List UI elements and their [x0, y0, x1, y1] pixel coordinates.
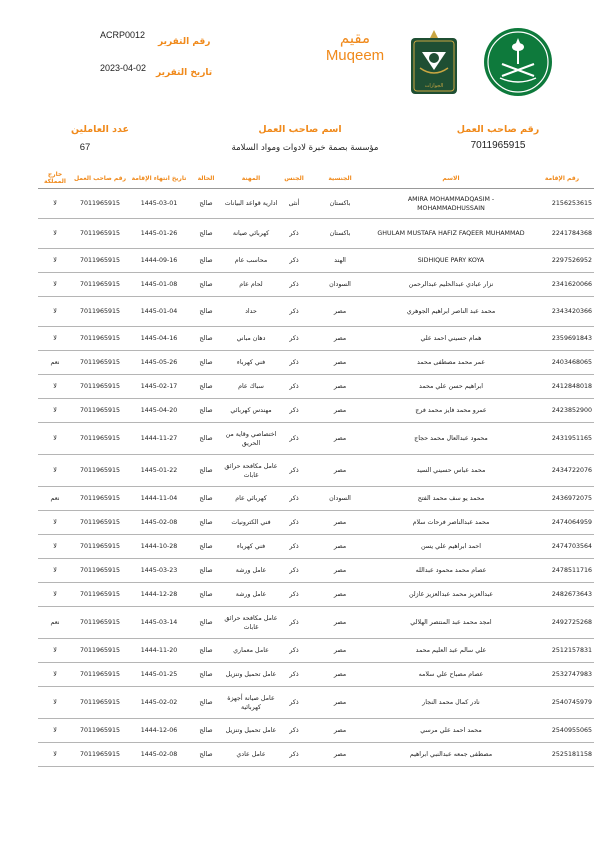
abroad-cell: لا: [38, 189, 72, 219]
iqama-cell: 2532747983: [530, 663, 594, 687]
occupation-cell: كهربائي صيانة: [222, 219, 280, 249]
nationality-cell: مصر: [308, 687, 372, 719]
abroad-cell: لا: [38, 687, 72, 719]
table-header-row: [38, 168, 594, 189]
table-row: [38, 719, 594, 743]
gender-cell: ذكر: [280, 423, 308, 455]
status-cell: صالح: [190, 297, 222, 327]
nationality-cell: مصر: [308, 327, 372, 351]
name-cell: علي سالم عبد العليم محمد: [372, 639, 530, 663]
expiry-cell: 1445-01-04: [128, 297, 190, 327]
employer-cell: 7011965915: [72, 535, 128, 559]
status-cell: صالح: [190, 687, 222, 719]
nationality-cell: مصر: [308, 511, 372, 535]
name-cell: عصام محمد محمود عبدالله: [372, 559, 530, 583]
workers-count-label: عدد العاملين: [70, 124, 130, 135]
status-cell: صالح: [190, 583, 222, 607]
abroad-cell: لا: [38, 219, 72, 249]
occupation-cell: عامل صيانة أجهزة كهربائية: [222, 687, 280, 719]
abroad-cell: لا: [38, 375, 72, 399]
abroad-cell: لا: [38, 535, 72, 559]
occupation-cell: عامل تحميل وتنزيل: [222, 663, 280, 687]
employer-cell: 7011965915: [72, 219, 128, 249]
name-cell: عمرو محمد فايز محمد فرج: [372, 399, 530, 423]
gender-cell: ذكر: [280, 327, 308, 351]
nationality-cell: الهند: [308, 249, 372, 273]
occupation-cell: مهندس كهربائي: [222, 399, 280, 423]
passport-logo-icon: [408, 28, 460, 98]
iqama-cell: 2436972075: [530, 487, 594, 511]
name-cell: SIDHIQUE PARY KOYA: [372, 249, 530, 273]
name-cell: محمد يو سف محمد الفتح: [372, 487, 530, 511]
status-cell: صالح: [190, 719, 222, 743]
name-cell: همام حسيني احمد علي: [372, 327, 530, 351]
employer-cell: 7011965915: [72, 559, 128, 583]
status-cell: صالح: [190, 399, 222, 423]
nationality-cell: مصر: [308, 743, 372, 767]
iqama-cell: 2540745979: [530, 687, 594, 719]
employer-cell: 7011965915: [72, 423, 128, 455]
iqama-cell: 2482673643: [530, 583, 594, 607]
table-row: [38, 273, 594, 297]
employer-cell: 7011965915: [72, 297, 128, 327]
name-cell: GHULAM MUSTAFA HAFIZ FAQEER MUHAMMAD: [372, 219, 530, 249]
expiry-cell: 1445-03-23: [128, 559, 190, 583]
status-cell: صالح: [190, 423, 222, 455]
status-cell: صالح: [190, 487, 222, 511]
col-expiry-header: تاريخ انتهاء الإقامة: [128, 168, 190, 189]
expiry-cell: 1445-02-02: [128, 687, 190, 719]
iqama-cell: 2478511716: [530, 559, 594, 583]
abroad-cell: لا: [38, 583, 72, 607]
iqama-cell: 2474064959: [530, 511, 594, 535]
employer-cell: 7011965915: [72, 663, 128, 687]
employer-name-value: مؤسسة بصمة خبرة لادوات ومواد السلامة: [231, 143, 379, 153]
expiry-cell: 1444-10-28: [128, 535, 190, 559]
iqama-cell: 2343420366: [530, 297, 594, 327]
employer-cell: 7011965915: [72, 399, 128, 423]
abroad-cell: نعم: [38, 351, 72, 375]
status-cell: صالح: [190, 743, 222, 767]
nationality-cell: مصر: [308, 719, 372, 743]
occupation-cell: لحام عام: [222, 273, 280, 297]
status-cell: صالح: [190, 535, 222, 559]
occupation-cell: عامل عادي: [222, 743, 280, 767]
iqama-cell: 2156253615: [530, 189, 594, 219]
gender-cell: ذكر: [280, 219, 308, 249]
occupation-cell: عامل مكافحة حرائق غابات: [222, 607, 280, 639]
iqama-cell: 2403468065: [530, 351, 594, 375]
iqama-cell: 2431951165: [530, 423, 594, 455]
abroad-cell: لا: [38, 743, 72, 767]
status-cell: صالح: [190, 249, 222, 273]
expiry-cell: 1445-05-26: [128, 351, 190, 375]
report-date-label: تاريخ التقرير: [156, 68, 213, 78]
abroad-cell: لا: [38, 511, 72, 535]
gender-cell: ذكر: [280, 249, 308, 273]
nationality-cell: مصر: [308, 399, 372, 423]
col-gender-header: الجنس: [280, 168, 308, 189]
table-row: [38, 399, 594, 423]
employer-number-value: 7011965915: [470, 140, 526, 151]
muqeem-logo: [318, 30, 392, 64]
nationality-cell: مصر: [308, 375, 372, 399]
abroad-cell: نعم: [38, 487, 72, 511]
expiry-cell: 1445-01-26: [128, 219, 190, 249]
occupation-cell: فني كهرباء: [222, 351, 280, 375]
iqama-cell: 2341620066: [530, 273, 594, 297]
report-number-value: ACRP0012: [100, 30, 146, 40]
iqama-cell: 2241784368: [530, 219, 594, 249]
occupation-cell: عامل ورشة: [222, 559, 280, 583]
expiry-cell: 1445-03-14: [128, 607, 190, 639]
name-cell: ابراهيم حسن علي محمد: [372, 375, 530, 399]
status-cell: صالح: [190, 375, 222, 399]
col-status-header: الحالة: [190, 168, 222, 189]
gender-cell: ذكر: [280, 583, 308, 607]
abroad-cell: لا: [38, 399, 72, 423]
gender-cell: ذكر: [280, 351, 308, 375]
employer-name-label: اسم صاحب العمل: [258, 124, 342, 135]
expiry-cell: 1444-11-20: [128, 639, 190, 663]
gender-cell: ذكر: [280, 559, 308, 583]
report-date-value: 2023-04-02: [100, 63, 147, 73]
gender-cell: ذكر: [280, 297, 308, 327]
status-cell: صالح: [190, 607, 222, 639]
iqama-cell: 2512157831: [530, 639, 594, 663]
status-cell: صالح: [190, 663, 222, 687]
table-row: [38, 219, 594, 249]
abroad-cell: لا: [38, 423, 72, 455]
status-cell: صالح: [190, 351, 222, 375]
gender-cell: ذكر: [280, 663, 308, 687]
expiry-cell: 1445-01-25: [128, 663, 190, 687]
gender-cell: ذكر: [280, 743, 308, 767]
muqeem-english: Muqeem: [325, 47, 385, 64]
iqama-cell: 2540955065: [530, 719, 594, 743]
table-row: [38, 487, 594, 511]
iqama-cell: 2434722076: [530, 455, 594, 487]
occupation-cell: عامل مكافحة حرائق غابات: [222, 455, 280, 487]
name-cell: نادر كمال محمد النجار: [372, 687, 530, 719]
abroad-cell: لا: [38, 639, 72, 663]
iqama-cell: 2525181158: [530, 743, 594, 767]
name-cell: محمد عباس حسيني السيد: [372, 455, 530, 487]
employer-cell: 7011965915: [72, 607, 128, 639]
table-row: [38, 663, 594, 687]
gender-cell: ذكر: [280, 639, 308, 663]
status-cell: صالح: [190, 219, 222, 249]
nationality-cell: مصر: [308, 455, 372, 487]
iqama-cell: 2412848018: [530, 375, 594, 399]
gender-cell: ذكر: [280, 399, 308, 423]
abroad-cell: نعم: [38, 607, 72, 639]
gender-cell: ذكر: [280, 455, 308, 487]
employer-cell: 7011965915: [72, 375, 128, 399]
name-cell: محمود عبدالعال محمد حجاج: [372, 423, 530, 455]
nationality-cell: مصر: [308, 663, 372, 687]
occupation-cell: كهربائي عام: [222, 487, 280, 511]
nationality-cell: مصر: [308, 535, 372, 559]
gender-cell: ذكر: [280, 719, 308, 743]
nationality-cell: مصر: [308, 559, 372, 583]
table-row: [38, 559, 594, 583]
employer-cell: 7011965915: [72, 487, 128, 511]
table-row: [38, 423, 594, 455]
nationality-cell: باكستان: [308, 219, 372, 249]
employer-cell: 7011965915: [72, 687, 128, 719]
occupation-cell: ادارية قواعد البيانات: [222, 189, 280, 219]
occupation-cell: اختصاصي وقاية من الحريق: [222, 423, 280, 455]
table-row: [38, 249, 594, 273]
table-row: [38, 743, 594, 767]
workers-table: [38, 168, 594, 767]
table-row: [38, 511, 594, 535]
expiry-cell: 1445-01-22: [128, 455, 190, 487]
employer-cell: 7011965915: [72, 719, 128, 743]
col-employer-header: رقم صاحب العمل: [72, 168, 128, 189]
expiry-cell: 1445-03-01: [128, 189, 190, 219]
table-body: [38, 189, 594, 767]
table-row: [38, 639, 594, 663]
nationality-cell: السودان: [308, 273, 372, 297]
nationality-cell: مصر: [308, 583, 372, 607]
name-cell: AMIRA MOHAMMADQASIM - MOHAMMADHUSSAIN: [372, 189, 530, 219]
occupation-cell: عامل ورشة: [222, 583, 280, 607]
name-cell: محمد عبدالناصر فرحات سلام: [372, 511, 530, 535]
gender-cell: ذكر: [280, 535, 308, 559]
name-cell: عصام مصباح علي سلامه: [372, 663, 530, 687]
table-row: [38, 455, 594, 487]
report-number-label: رقم التقرير: [158, 37, 211, 47]
gender-cell: ذكر: [280, 375, 308, 399]
iqama-cell: 2297526952: [530, 249, 594, 273]
table-row: [38, 297, 594, 327]
expiry-cell: 1445-04-16: [128, 327, 190, 351]
status-cell: صالح: [190, 559, 222, 583]
name-cell: احمد ابراهيم علي يسن: [372, 535, 530, 559]
status-cell: صالح: [190, 511, 222, 535]
workers-count-value: 67: [79, 142, 91, 153]
nationality-cell: السودان: [308, 487, 372, 511]
expiry-cell: 1445-02-08: [128, 511, 190, 535]
gender-cell: ذكر: [280, 607, 308, 639]
abroad-cell: لا: [38, 719, 72, 743]
expiry-cell: 1445-02-17: [128, 375, 190, 399]
iqama-cell: 2423852900: [530, 399, 594, 423]
employer-cell: 7011965915: [72, 511, 128, 535]
iqama-cell: 2492725268: [530, 607, 594, 639]
expiry-cell: 1444-12-28: [128, 583, 190, 607]
table-row: [38, 535, 594, 559]
gender-cell: ذكر: [280, 511, 308, 535]
gender-cell: ذكر: [280, 273, 308, 297]
gender-cell: ذكر: [280, 487, 308, 511]
col-nationality-header: الجنسية: [308, 168, 372, 189]
occupation-cell: عامل تحميل وتنزيل: [222, 719, 280, 743]
employer-cell: 7011965915: [72, 455, 128, 487]
expiry-cell: 1445-02-08: [128, 743, 190, 767]
muqeem-arabic: مقيم: [339, 29, 371, 47]
employer-cell: 7011965915: [72, 743, 128, 767]
status-cell: صالح: [190, 639, 222, 663]
abroad-cell: لا: [38, 455, 72, 487]
employer-cell: 7011965915: [72, 249, 128, 273]
employer-number-label: رقم صاحب العمل: [456, 124, 540, 135]
col-abroad-header: خارج المملكة: [38, 168, 72, 189]
table-row: [38, 189, 594, 219]
name-cell: محمد عبد الناصر ابراهيم الجوهري: [372, 297, 530, 327]
abroad-cell: لا: [38, 327, 72, 351]
nationality-cell: مصر: [308, 351, 372, 375]
status-cell: صالح: [190, 189, 222, 219]
employer-cell: 7011965915: [72, 273, 128, 297]
name-cell: عمر محمد مصطفى محمد: [372, 351, 530, 375]
expiry-cell: 1444-11-27: [128, 423, 190, 455]
occupation-cell: حداد: [222, 297, 280, 327]
occupation-cell: فني الكترونيات: [222, 511, 280, 535]
gender-cell: أنثى: [280, 189, 308, 219]
name-cell: نزار عبادي عبدالحليم عبدالرحمن: [372, 273, 530, 297]
abroad-cell: لا: [38, 559, 72, 583]
table-row: [38, 375, 594, 399]
col-name-header: الاسم: [372, 168, 530, 189]
expiry-cell: 1444-12-06: [128, 719, 190, 743]
name-cell: محمد احمد علي مرسي: [372, 719, 530, 743]
table-row: [38, 351, 594, 375]
status-cell: صالح: [190, 273, 222, 297]
nationality-cell: مصر: [308, 639, 372, 663]
nationality-cell: مصر: [308, 423, 372, 455]
expiry-cell: 1444-09-16: [128, 249, 190, 273]
nationality-cell: مصر: [308, 297, 372, 327]
employer-cell: 7011965915: [72, 351, 128, 375]
occupation-cell: عامل معماري: [222, 639, 280, 663]
table-row: [38, 607, 594, 639]
table-row: [38, 687, 594, 719]
name-cell: امجد محمد عبد المنتصر الهلالي: [372, 607, 530, 639]
abroad-cell: لا: [38, 663, 72, 687]
col-occupation-header: المهنة: [222, 168, 280, 189]
name-cell: مصطفى جمعه عبدالنبي ابراهيم: [372, 743, 530, 767]
table-row: [38, 583, 594, 607]
passport-text: الجوازات: [424, 83, 444, 89]
status-cell: صالح: [190, 327, 222, 351]
occupation-cell: فني كهرباء: [222, 535, 280, 559]
occupation-cell: دهان مباني: [222, 327, 280, 351]
abroad-cell: لا: [38, 273, 72, 297]
status-cell: صالح: [190, 455, 222, 487]
occupation-cell: محاسب عام: [222, 249, 280, 273]
abroad-cell: لا: [38, 297, 72, 327]
nationality-cell: باكستان: [308, 189, 372, 219]
col-iqama-header: رقم الإقامة: [530, 168, 594, 189]
expiry-cell: 1445-04-20: [128, 399, 190, 423]
occupation-cell: سباك عام: [222, 375, 280, 399]
iqama-cell: 2474703564: [530, 535, 594, 559]
table-row: [38, 327, 594, 351]
saudi-emblem-icon: [482, 26, 554, 98]
employer-cell: 7011965915: [72, 583, 128, 607]
name-cell: عبدالعزيز محمد عبدالعزيز غازلن: [372, 583, 530, 607]
employer-cell: 7011965915: [72, 189, 128, 219]
abroad-cell: لا: [38, 249, 72, 273]
employer-cell: 7011965915: [72, 327, 128, 351]
expiry-cell: 1445-01-08: [128, 273, 190, 297]
expiry-cell: 1444-11-04: [128, 487, 190, 511]
iqama-cell: 2359691843: [530, 327, 594, 351]
nationality-cell: مصر: [308, 607, 372, 639]
gender-cell: ذكر: [280, 687, 308, 719]
employer-cell: 7011965915: [72, 639, 128, 663]
